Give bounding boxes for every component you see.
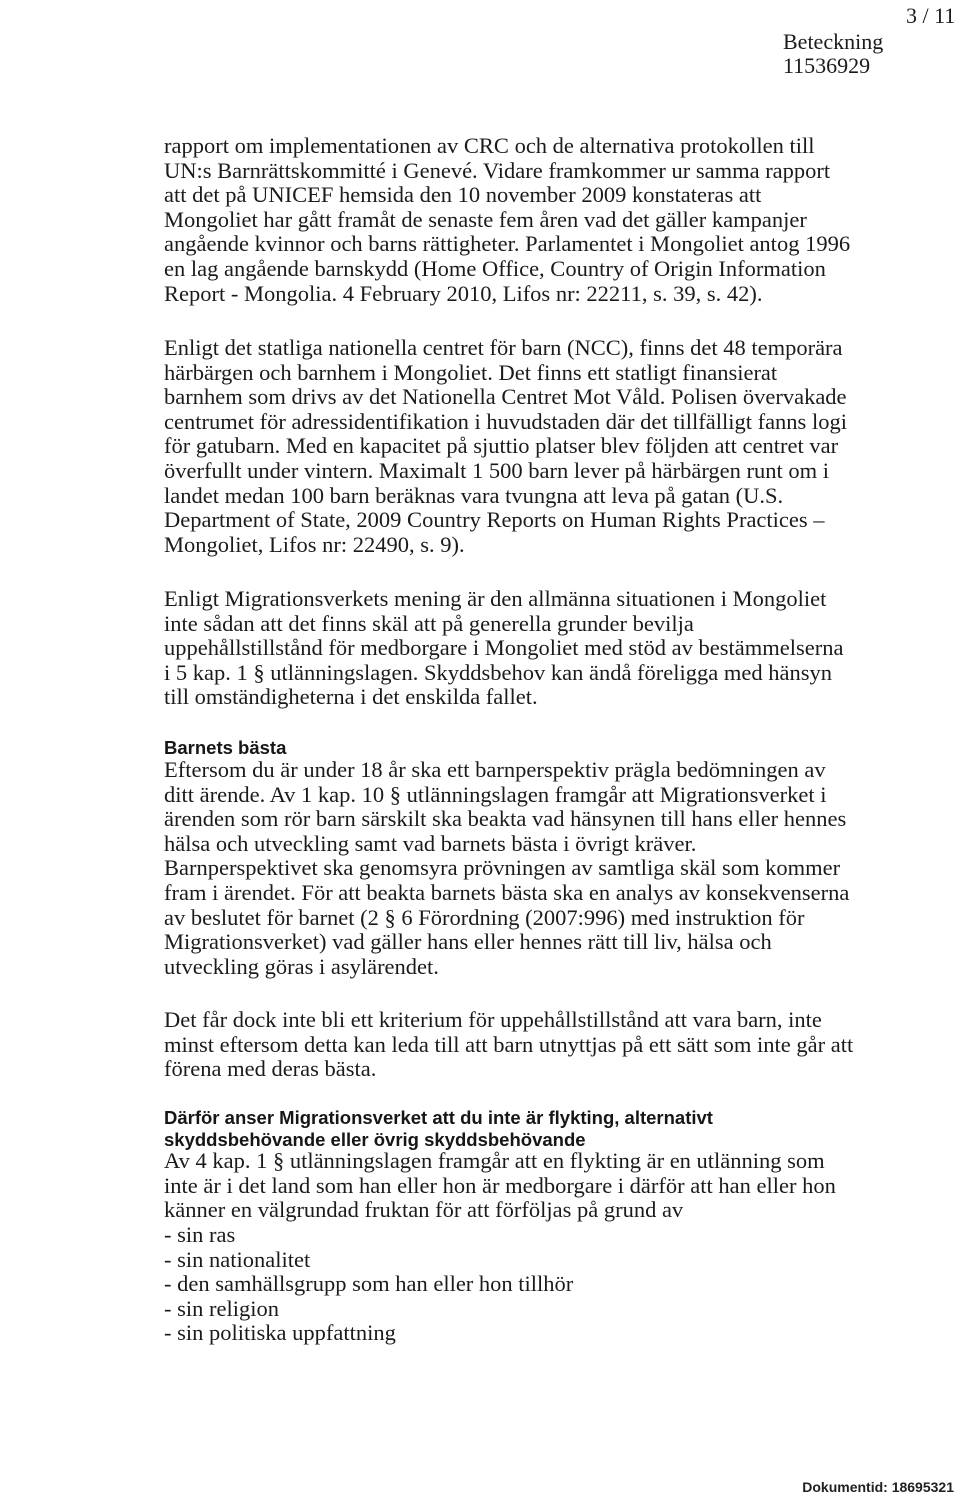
paragraph-refugee-definition xyxy=(164,1149,836,1223)
list-item: - sin nationalitet xyxy=(164,1246,311,1272)
reference-number: 11536929 xyxy=(783,52,871,78)
paragraph-general-assessment xyxy=(164,587,843,710)
text-line: överfullt under vintern. Maximalt 1 500 barn lever på härbärgen runt om i xyxy=(164,457,830,483)
text-line: UN:s Barnrättskommitté i Genevé. Vidare framkommer ur samma rapport xyxy=(164,157,831,183)
text-line: inte sådan att det finns skäl att på generella grunder bevilja xyxy=(164,610,694,636)
text-line: barnhem som drivs av det Nationella Centret Mot Våld. Polisen övervakade xyxy=(164,384,847,410)
paragraph-child-perspective xyxy=(164,758,849,979)
list-item: - sin politiska uppfattning xyxy=(164,1320,396,1346)
text-line: Barnperspektivet ska genomsyra prövningen av samtliga skäl som kommer xyxy=(164,855,841,881)
text-line: landet medan 100 barn beräknas vara tvungna att leva på gatan (U.S. xyxy=(164,482,784,508)
text-line: förena med deras bästa. xyxy=(164,1056,377,1082)
text-line: för gatubarn. Med en kapacitet på sjuttio platser blev följden att centret var xyxy=(164,433,839,459)
text-line: minst eftersom detta kan leda till att barn utnyttjas på ett sätt som inte går att xyxy=(164,1031,854,1057)
text-line: ditt ärende. Av 1 kap. 10 § utlänningslagen framgår att Migrationsverket i xyxy=(164,781,827,807)
text-line: till omständigheterna i det enskilda fallet. xyxy=(164,684,538,710)
text-line: att det på UNICEF hemsida den 10 november 2009 konstateras att xyxy=(164,182,762,208)
text-line: av beslutet för barnet (2 § 6 Förordning (2007:996) med instruktion för xyxy=(164,904,805,930)
text-line: angående kvinnor och barns rättigheter. Parlamentet i Mongoliet antog 1996 xyxy=(164,231,851,257)
text-line: utveckling göras i asylärendet. xyxy=(164,953,439,979)
text-line: Enligt det statliga nationella centret för barn (NCC), finns det 48 temporära xyxy=(164,335,843,360)
text-line: Mongoliet har gått framåt de senaste fem åren vad det gäller kampanjer xyxy=(164,206,807,232)
heading-line: Därför anser Migrationsverket att du inte är flykting, alternativt xyxy=(164,1106,713,1128)
list-item: - den samhällsgrupp som han eller hon tillhör xyxy=(164,1271,574,1297)
heading-line: skyddsbehövande eller övrig skyddsbehövande xyxy=(164,1128,586,1150)
list-item: - sin religion xyxy=(164,1295,279,1321)
persecution-grounds-list xyxy=(164,1223,573,1346)
text-line: rapport om implementationen av CRC och de alternativa protokollen till xyxy=(164,133,815,158)
text-line: ärenden som rör barn särskilt ska beakta vad hänsynen till hans eller hennes xyxy=(164,806,847,832)
document-id-footer xyxy=(802,1478,954,1496)
text-line: Det får dock inte bli ett kriterium för uppehållstillstånd att vara barn, inte xyxy=(164,1007,822,1032)
text-line: en lag angående barnskydd (Home Office, Country of Origin Information xyxy=(164,255,826,281)
text-line: känner en välgrundad fruktan för att förföljas på grund av xyxy=(164,1197,684,1223)
text-line: Av 4 kap. 1 § utlänningslagen framgår att en flykting är en utlänning som xyxy=(164,1148,825,1173)
page-number: 3 / 11 xyxy=(906,3,956,28)
section-heading-best-interest: Barnets bästa xyxy=(164,736,287,758)
document-id-label: Dokumentid: xyxy=(802,1479,888,1495)
text-line: Eftersom du är under 18 år ska ett barnperspektiv prägla bedömningen av xyxy=(164,757,826,782)
section-heading-refugee-assessment xyxy=(164,1107,713,1151)
text-line: Mongoliet, Lifos nr: 22490, s. 9). xyxy=(164,531,465,557)
reference-label: Beteckning xyxy=(783,29,884,54)
text-line: centrumet för adressidentifikation i huvudstaden där det tillfälligt fanns logi xyxy=(164,408,847,434)
text-line: Enligt Migrationsverkets mening är den allmänna situationen i Mongoliet xyxy=(164,586,827,611)
paragraph-ncc-shelters xyxy=(164,336,847,557)
text-line: inte är i det land som han eller hon är medborgare i därför att han eller hon xyxy=(164,1172,836,1198)
text-line: Migrationsverket) vad gäller hans eller hennes rätt till liv, hälsa och xyxy=(164,929,772,955)
document-reference xyxy=(783,30,883,77)
paragraph-not-a-criterion xyxy=(164,1008,853,1082)
text-line: Report - Mongolia. 4 February 2010, Lifos nr: 22211, s. 39, s. 42). xyxy=(164,280,763,306)
text-line: härbärgen och barnhem i Mongoliet. Det finns ett statligt finansierat xyxy=(164,359,778,385)
text-line: fram i ärendet. För att beakta barnets bästa ska en analys av konsekvenserna xyxy=(164,879,850,905)
dash-list xyxy=(164,1223,573,1346)
text-line: Department of State, 2009 Country Reports on Human Rights Practices – xyxy=(164,507,825,533)
paragraph-report-continuation xyxy=(164,134,850,306)
document-id-value: 18695321 xyxy=(891,1479,954,1495)
list-item: - sin ras xyxy=(164,1222,236,1247)
text-line: i 5 kap. 1 § utlänningslagen. Skyddsbehov kan ändå föreligga med hänsyn xyxy=(164,659,832,685)
text-line: uppehållstillstånd för medborgare i Mongoliet med stöd av bestämmelserna xyxy=(164,635,844,661)
text-line: hälsa och utveckling samt vad barnets bästa i övrigt kräver. xyxy=(164,830,697,856)
